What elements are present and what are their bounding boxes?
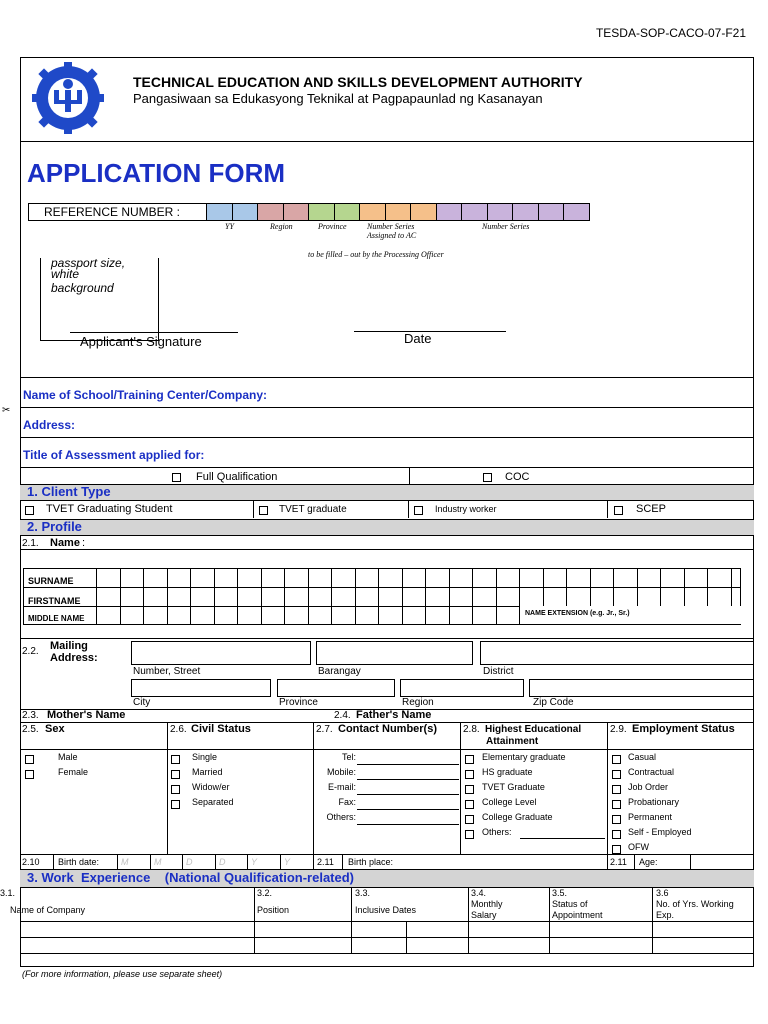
photo-text-1: passport size, [51, 256, 126, 270]
work-col5-label-1: Status of [552, 899, 588, 909]
mother-num: 2.3. [22, 710, 39, 721]
name-grid-cell-line [496, 568, 497, 625]
separated-label: Separated [192, 797, 234, 807]
form-title: APPLICATION FORM [27, 158, 286, 188]
middlename-label: MIDDLE NAME [28, 614, 85, 623]
work-col3-label: Inclusive Dates [355, 905, 417, 915]
reference-cell[interactable] [232, 203, 259, 221]
civil-label: Civil Status [191, 723, 251, 735]
name-grid-cell-line [143, 568, 144, 625]
name-grid-cell-line [96, 568, 97, 625]
single-label: Single [192, 752, 218, 762]
region-input[interactable] [400, 679, 524, 697]
widow-checkbox[interactable] [171, 785, 180, 794]
mobile-label: Mobile: [326, 767, 356, 777]
father-label: Father's Name [356, 709, 432, 721]
ref-seg-series: Number Series [482, 222, 530, 231]
tvet-graduate-checkbox[interactable] [259, 506, 268, 515]
name-grid-row-line [23, 587, 741, 588]
district-label: District [483, 666, 514, 677]
job-order-checkbox[interactable] [612, 785, 621, 794]
others-edu-label: Others: [482, 827, 512, 837]
single-checkbox[interactable] [171, 755, 180, 764]
reference-cell[interactable] [283, 203, 310, 221]
firstname-label: FIRSTNAME [28, 596, 81, 606]
hs-graduate-checkbox[interactable] [465, 770, 474, 779]
age-label: Age: [639, 857, 658, 867]
zip-input[interactable] [529, 679, 754, 697]
sex-num: 2.5. [22, 724, 39, 735]
permanent-checkbox[interactable] [612, 815, 621, 824]
contractual-checkbox[interactable] [612, 770, 621, 779]
region-label: Region [402, 697, 434, 708]
employment-label: Employment Status [632, 723, 735, 735]
ref-seg-region: Region [270, 222, 293, 231]
mailing-label-1: Mailing [50, 640, 88, 652]
work-col3-num: 3.3. [355, 888, 371, 898]
birthdate-placeholder: Y [284, 857, 291, 867]
reference-cell[interactable] [308, 203, 335, 221]
probationary-label: Probationary [628, 797, 680, 807]
female-checkbox[interactable] [25, 770, 34, 779]
reference-cell[interactable] [436, 203, 463, 221]
surname-label: SURNAME [28, 576, 74, 586]
age-num: 2.11 [610, 857, 627, 867]
casual-label: Casual [628, 752, 657, 762]
tvet-graduating-label: TVET Graduating Student [46, 503, 173, 515]
work-col2-num: 3.2. [257, 888, 273, 898]
birthdate-label: Birth date: [58, 857, 100, 867]
civil-num: 2.6. [170, 724, 187, 735]
footnote: (For more information, please use separate sheet) [22, 969, 223, 979]
ref-seg-province: Province [318, 222, 347, 231]
tel-label: Tel: [341, 752, 356, 762]
work-col4-label-2: Salary [471, 910, 497, 920]
mailing-num: 2.2. [22, 646, 39, 657]
tesda-logo-icon [26, 60, 114, 141]
profile-bar [20, 519, 754, 536]
work-experience-title: 3. Work Experience (National Qualification-related) [27, 870, 355, 885]
signature-line[interactable] [70, 332, 238, 333]
birthplace-label: Birth place: [348, 857, 394, 867]
mother-label: Mother's Name [47, 709, 126, 721]
work-col5-num: 3.5. [552, 888, 568, 898]
birthdate-cell-line [215, 854, 216, 869]
work-col6-num: 3.6 [656, 888, 669, 898]
married-label: Married [192, 767, 223, 777]
birthdate-placeholder: M [121, 857, 129, 867]
work-row[interactable] [20, 937, 754, 938]
reference-cell[interactable] [385, 203, 412, 221]
hs-graduate-label: HS graduate [482, 767, 533, 777]
client-type-bar [20, 484, 754, 501]
photo-text-2: white [51, 267, 80, 281]
casual-checkbox[interactable] [612, 755, 621, 764]
work-col2-label: Position [257, 905, 290, 915]
city-label: City [133, 697, 151, 708]
tvet-grad-edu-label: TVET Graduate [482, 782, 545, 792]
college-graduate-label: College Graduate [482, 812, 553, 822]
barangay-label: Barangay [318, 666, 361, 677]
birthdate-placeholder: M [154, 857, 162, 867]
work-col1-label: Name of Company [10, 905, 86, 915]
others-edu-input[interactable] [520, 838, 605, 839]
college-level-label: College Level [482, 797, 537, 807]
full-qualification-checkbox[interactable] [172, 473, 181, 482]
work-col6-label-1: No. of Yrs. Working [656, 899, 734, 909]
assessment-label: Title of Assessment applied for: [23, 448, 205, 462]
name-grid-cell-line [190, 568, 191, 625]
contact-num: 2.7. [316, 724, 333, 735]
mobile-input[interactable] [357, 779, 459, 780]
scissors-icon: ✂ [2, 405, 11, 416]
ofw-label: OFW [628, 842, 649, 852]
signature-label: Applicant's Signature [80, 334, 202, 349]
photo-text-3: background [51, 281, 114, 295]
elementary-label: Elementary graduate [482, 752, 566, 762]
birthdate-placeholder: Y [251, 857, 258, 867]
others-contact-label: Others: [326, 812, 356, 822]
date-label: Date [404, 331, 432, 346]
birthdate-placeholder: D [219, 857, 226, 867]
address-label: Address: [23, 418, 76, 432]
name-grid-cell-line [308, 568, 309, 625]
others-edu-checkbox[interactable] [465, 830, 474, 839]
birthdate-cell-line [247, 854, 248, 869]
name-grid-cell-line [378, 568, 379, 625]
reference-cell[interactable] [410, 203, 437, 221]
name-grid-cell-line [261, 568, 262, 625]
name-grid-cell-line [284, 568, 285, 625]
name-grid-cell-line [120, 568, 121, 625]
contact-label: Contact Number(s) [338, 723, 438, 735]
name-grid-cell-line [425, 568, 426, 625]
education-num: 2.8. [463, 724, 480, 735]
birthdate-cell-line [313, 854, 314, 869]
industry-worker-label: Industry worker [435, 504, 497, 514]
barangay-input[interactable] [316, 641, 473, 665]
name-extension-label: NAME EXTENSION (e.g. Jr., Sr.) [525, 610, 630, 617]
female-label: Female [58, 767, 89, 777]
work-col4-num: 3.4. [471, 888, 487, 898]
name-grid-cell-line [472, 568, 473, 625]
name-grid-cell-line [214, 568, 215, 625]
birthdate-num: 2.10 [22, 857, 40, 867]
email-input[interactable] [357, 794, 459, 795]
profile-title: 2. Profile [27, 519, 82, 534]
province-input[interactable] [277, 679, 395, 697]
agency-title: TECHNICAL EDUCATION AND SKILLS DEVELOPMENT AUTHORITY [133, 74, 583, 90]
reference-cell[interactable] [334, 203, 361, 221]
tel-input[interactable] [357, 764, 459, 765]
coc-label: COC [505, 471, 530, 483]
mailing-label-2: Address: [50, 652, 98, 664]
industry-worker-checkbox[interactable] [414, 506, 423, 515]
self-employed-checkbox[interactable] [612, 830, 621, 839]
processing-note: to be filled – out by the Processing Officer [308, 250, 444, 259]
birthdate-cell-line [280, 854, 281, 869]
street-label: Number, Street [133, 666, 201, 677]
name-grid-cell-line [167, 568, 168, 625]
reference-cell[interactable] [461, 203, 488, 221]
name-grid-cell-line [449, 568, 450, 625]
college-graduate-checkbox[interactable] [465, 815, 474, 824]
name-grid-cell-line [237, 568, 238, 625]
male-checkbox[interactable] [25, 755, 34, 764]
name-grid-cell-line [355, 568, 356, 625]
job-order-label: Job Order [628, 782, 669, 792]
education-label-2: Attainment [486, 736, 539, 747]
work-col4-label-1: Monthly [471, 899, 503, 909]
province-label: Province [279, 697, 318, 708]
name-num: 2.1. [22, 538, 39, 549]
employment-num: 2.9. [610, 724, 627, 735]
separated-checkbox[interactable] [171, 800, 180, 809]
ref-seg-ac: Number Series Assigned to AC [367, 222, 417, 240]
school-label: Name of School/Training Center/Company: [23, 388, 268, 402]
name-grid-cell-line [331, 568, 332, 625]
reference-cell[interactable] [538, 203, 565, 221]
ofw-checkbox[interactable] [612, 845, 621, 854]
birthdate-cell-line [117, 854, 118, 869]
contractual-label: Contractual [628, 767, 675, 777]
probationary-checkbox[interactable] [612, 800, 621, 809]
ref-seg-yy: YY [225, 222, 234, 231]
elementary-checkbox[interactable] [465, 755, 474, 764]
fax-input[interactable] [357, 809, 459, 810]
birthdate-placeholder: D [186, 857, 193, 867]
coc-checkbox[interactable] [483, 473, 492, 482]
work-row[interactable] [20, 953, 754, 954]
reference-cell[interactable] [257, 203, 284, 221]
permanent-label: Permanent [628, 812, 673, 822]
tvet-graduate-label: TVET graduate [279, 504, 347, 515]
birthplace-num: 2.11 [317, 857, 334, 867]
form-code: TESDA-SOP-CACO-07-F21 [595, 26, 746, 40]
tvet-grad-edu-checkbox[interactable] [465, 785, 474, 794]
tvet-graduating-checkbox[interactable] [25, 506, 34, 515]
work-col5-label-2: Appointment [552, 910, 603, 920]
male-label: Male [58, 752, 78, 762]
birthdate-cell-line [150, 854, 151, 869]
street-input[interactable] [131, 641, 311, 665]
college-level-checkbox[interactable] [465, 800, 474, 809]
widow-label: Widow/er [192, 782, 230, 792]
work-col1-num: 3.1. [0, 888, 16, 898]
district-input[interactable] [480, 641, 754, 665]
fax-label: Fax: [338, 797, 356, 807]
full-qualification-label: Full Qualification [196, 471, 278, 483]
reference-cell[interactable] [563, 203, 590, 221]
reference-cell[interactable] [359, 203, 386, 221]
birthdate-cell-line [182, 854, 183, 869]
city-input[interactable] [131, 679, 271, 697]
reference-label: REFERENCE NUMBER : [44, 205, 181, 219]
email-label: E-mail: [327, 782, 356, 792]
client-type-title: 1. Client Type [27, 484, 111, 499]
name-grid-cell-line [402, 568, 403, 625]
reference-cell[interactable] [487, 203, 514, 221]
work-col6-label-2: Exp. [656, 910, 675, 920]
others-contact-input[interactable] [357, 824, 459, 825]
agency-subtitle: Pangasiwaan sa Edukasyong Teknikal at Pagpapaunlad ng Kasanayan [133, 91, 543, 106]
self-employed-label: Self - Employed [628, 827, 692, 837]
reference-cell[interactable] [512, 203, 539, 221]
reference-cell[interactable] [206, 203, 233, 221]
sex-label: Sex [45, 723, 65, 735]
married-checkbox[interactable] [171, 770, 180, 779]
zip-label: Zip Code [533, 697, 574, 708]
education-label-1: Highest Educational [485, 724, 582, 735]
father-num: 2.4. [334, 710, 351, 721]
scep-label: SCEP [636, 503, 666, 515]
name-label: Name [50, 537, 80, 549]
scep-checkbox[interactable] [614, 506, 623, 515]
